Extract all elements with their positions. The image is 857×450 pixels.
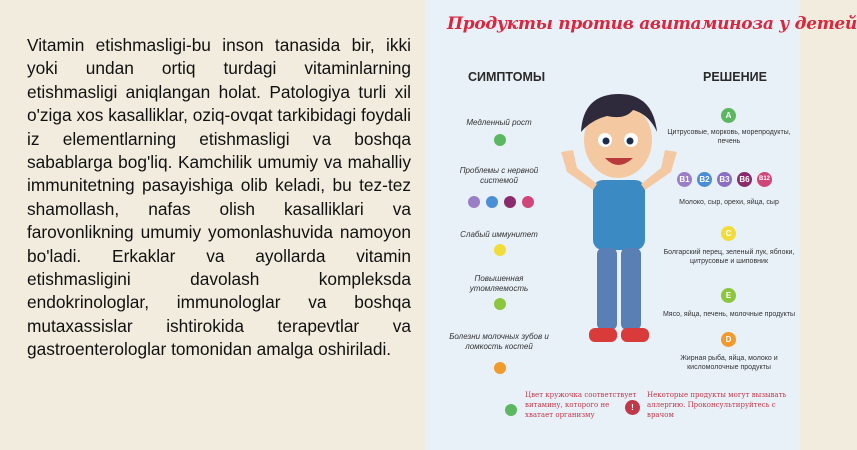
solution-vitamin-d: Жирная рыба, яйца, молоко и кисломолочные продукты [680, 355, 778, 371]
vitamin-a-dot-icon [494, 134, 506, 146]
vitamin-e-badge: E [721, 288, 736, 303]
vitamin-b12-badge: B12 [757, 172, 772, 187]
vitamin-b2-badge: B2 [697, 172, 712, 187]
vitamin-b1-badge: B1 [677, 172, 692, 187]
vitamin-e-dot-icon [494, 298, 506, 310]
symptoms-header: СИМПТОМЫ [468, 70, 546, 84]
symptom-weak-immunity: Слабый иммунитет [460, 230, 538, 239]
vitamin-b-dot-icon [504, 196, 516, 208]
legend-dot-icon [505, 404, 517, 416]
vitamin-d-dot-icon [494, 362, 506, 374]
solution-vitamin-e: Мясо, яйца, печень, молочные продукты [662, 311, 796, 318]
vitamin-b-dot-icon [486, 196, 498, 208]
note-color-legend: Цвет кружочка соответствует витамину, которого не хватает организму [525, 391, 637, 419]
solution-vitamin-a: Цитрусовые, морковь, морепродукты, печень [667, 129, 791, 145]
vitamin-c-badge: C [721, 226, 736, 241]
symptom-nervous-system: Проблемы с нервной системой [459, 166, 539, 185]
vitamin-d-badge: D [721, 332, 736, 347]
vitamin-b-dot-icon [468, 196, 480, 208]
solution-vitamin-b: Молоко, сыр, орехи, яйца, сыр [679, 199, 779, 206]
solution-vitamin-c: Болгарский перец, зеленый лук, яблоки, цитрусовые и шиповник [663, 249, 795, 265]
vitamin-a-badge: A [721, 108, 736, 123]
vitamin-b-dot-icon [522, 196, 534, 208]
body-paragraph: Vitamin etishmasligi-bu inson tanasida bir, ikki yoki undan ortiq turdagi vitaminlarning etishmasligi aniqlangan holat. Patologiya turli xil o'ziga xos kasalliklar, oziq-ovqat tarkibidagi foydali iz elementlarning etishmasligi va boshqa sabablarga bog'liq. Kamchilik umumiy va mahalliy immunitetning pasayishiga olib keladi, bu tez-tez shamollash, nafas olish kasalliklari va farovonlikning umumiy yomonlashuvida namoyon bo'ladi. Erkaklar va ayollarda vitamin etishmasligini davolash kompleksda endokrinologlar, immunologlar va boshqa mutaxassislar ishtirokida terapevtlar va gastroenterologlar tomonidan amalga oshiriladi. [27, 35, 411, 360]
infographic-poster [425, 0, 857, 450]
vitamin-b6-badge: B6 [737, 172, 752, 187]
vitamin-b3-badge: B3 [717, 172, 732, 187]
symptom-fatigue: Повышенная утомляемость [469, 274, 529, 293]
symptom-slow-growth: Медленный рост [466, 118, 532, 127]
note-allergy-warning: Некоторые продукты могут вызывать аллергию. Проконсультируйтесь с врачом [647, 391, 787, 419]
symptom-teeth-bones: Болезни молочных зубов и ломкость костей [449, 332, 549, 351]
vitamin-c-dot-icon [494, 244, 506, 256]
solution-header: РЕШЕНИЕ [703, 70, 767, 84]
text-panel [0, 0, 425, 450]
warning-icon: ! [625, 400, 640, 415]
poster-title: Продукты против авитаминоза у детей [447, 14, 857, 34]
